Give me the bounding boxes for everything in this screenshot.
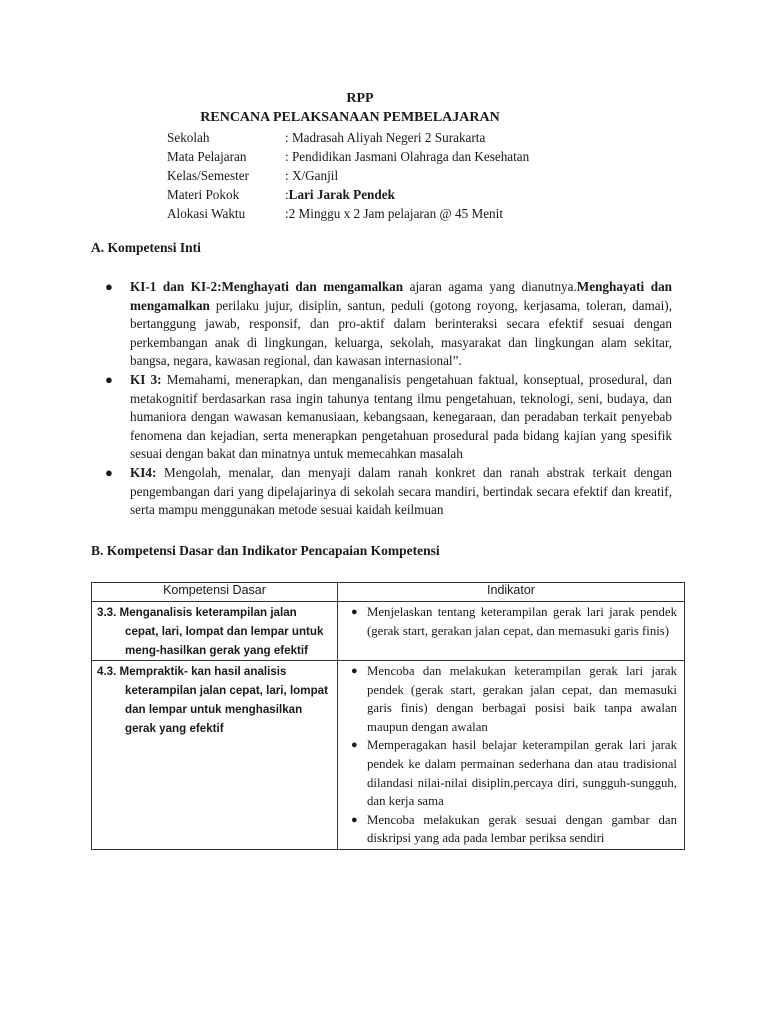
doc-title: RENCANA PELAKSANAAN PEMBELAJARAN: [200, 110, 500, 125]
ki-bold: Menghayati dan mengamalkan: [130, 279, 672, 313]
info-value: :2 Minggu x 2 Jam pelajaran @ 45 Menit: [285, 206, 503, 221]
table-row: [92, 661, 685, 850]
indikator-cell: [338, 602, 685, 661]
table-header-indikator: Indikator: [338, 583, 685, 602]
bullet-icon: ●: [351, 739, 358, 752]
indikator-cell: [338, 661, 685, 850]
table-header-row: [92, 583, 685, 602]
indikator-list: [339, 662, 683, 848]
info-value-prefix: :: [285, 187, 289, 202]
info-value: : Madrasah Aliyah Negeri 2 Surakarta: [285, 130, 486, 145]
ki-text: ajaran agama yang dianutnya.: [403, 279, 577, 294]
info-row-materi-pokok: [167, 185, 529, 204]
identity-block: [167, 128, 529, 223]
table-row: [92, 602, 685, 661]
kd-first-line: 4.3. Mempraktik- kan hasil analisis: [97, 665, 287, 678]
list-item-ki-3: [104, 371, 672, 464]
info-label: Alokasi Waktu: [167, 206, 246, 221]
info-label: Sekolah: [167, 130, 210, 145]
indikator-text: Mencoba dan melakukan keterampilan gerak lari jarak pendek (gerak start, gerakan jalan cepat, dan memasuki garis finis) dengan berbagai posisi baik tanpa awalan maupun dengan awalan: [367, 664, 677, 734]
list-item: [339, 811, 677, 848]
info-row-mata-pelajaran: [167, 147, 529, 166]
list-item: [339, 736, 677, 810]
indikator-text: Mencoba melakukan gerak sesuai dengan gambar dan diskripsi yang ada pada lembar periksa sendiri: [367, 812, 677, 846]
bullet-icon: ●: [105, 464, 113, 480]
indikator-text: Menjelaskan tentang keterampilan gerak lari jarak pendek (gerak start, gerakan jalan cepat, dan memasuki garis finis): [367, 605, 677, 638]
info-label: Kelas/Semester: [167, 168, 250, 183]
ki-lead: KI 3:: [130, 371, 162, 387]
indikator-text: Memperagakan hasil belajar keterampilan gerak lari jarak pendek ke dalam permainan sederhana dan atau tradisional dilandasi nilai-nilai disiplin,percaya diri, sungguh-sungguh, dan kerja sama: [367, 738, 677, 809]
ki-text: perilaku jujur, disiplin, santun, peduli (gotong royong, kerjasama, toleran, damai), bertanggung jawab, responsif, dan pro-aktif dalam berinteraksi secara efektif sesuai dengan perkembangan anak di lingkungan, keluarga, sekolah, masyarakat dan lingkungan alam sekitar, bangsa, negara, kawasan regional, dan kawasan internasional”.: [130, 297, 672, 369]
info-row-sekolah: [167, 128, 529, 147]
table-header-kd: Kompetensi Dasar: [92, 583, 338, 602]
kd-cell: [92, 661, 338, 850]
list-item-ki-1-2: [104, 278, 672, 371]
bullet-icon: ●: [105, 279, 113, 294]
info-row-kelas-semester: [167, 166, 529, 185]
list-item: [339, 603, 677, 640]
ki-bold: Menghayati dan mengamalkan: [221, 279, 404, 294]
kd-first-line: 3.3. Menganalisis keterampilan jalan: [97, 606, 297, 619]
info-value-bold: Lari Jarak Pendek: [288, 187, 395, 202]
doc-heading-rpp: RPP: [346, 91, 374, 106]
info-label: Mata Pelajaran: [167, 149, 247, 164]
kompetensi-inti-list: [104, 278, 672, 520]
kd-rest-lines: cepat, lari, lompat dan lempar untuk meng-hasilkan gerak yang efektif: [125, 625, 324, 657]
info-label: Materi Pokok: [167, 187, 240, 202]
bullet-icon: ●: [351, 813, 358, 826]
ki-lead: KI-1 dan KI-2:: [130, 279, 222, 294]
section-b-title: B. Kompetensi Dasar dan Indikator Pencapaian Kompetensi: [91, 543, 440, 558]
bullet-icon: ●: [351, 606, 358, 618]
info-value: : Pendidikan Jasmani Olahraga dan Kesehatan: [285, 149, 530, 164]
kd-indikator-table: [91, 582, 685, 850]
ki-lead: KI4:: [130, 464, 157, 480]
section-a-title: A. Kompetensi Inti: [91, 240, 201, 255]
bullet-icon: ●: [351, 665, 358, 677]
kd-cell: [92, 602, 338, 661]
info-value: : X/Ganjil: [285, 168, 339, 183]
ki-text: Memahami, menerapkan, dan menganalisis pengetahuan faktual, konseptual, prosedural, dan metakognitif berdasarkan rasa ingin tahunya tentang ilmu pengetahuan, teknologi, seni, budaya, dan humaniora dengan wawasan kemanusiaan, kebangsaan, kenegaraan, dan peradaban terkait penyebab fenomena dan kejadian, serta menerapkan pengetahuan prosedural pada bidang kajian yang spesifik sesuai dengan bakat dan minatnya untuk memecahkan masalah: [130, 371, 673, 462]
info-row-alokasi-waktu: [167, 204, 529, 223]
kd-rest-lines: keterampilan jalan cepat, lari, lompat dan lempar untuk menghasilkan gerak yang efektif: [125, 684, 328, 735]
list-item: [339, 662, 677, 736]
info-value: [285, 185, 395, 204]
indikator-list: [339, 603, 683, 640]
list-item-ki-4: [104, 464, 672, 520]
bullet-icon: ●: [105, 371, 113, 387]
ki-text: Mengolah, menalar, dan menyaji dalam ranah konkret dan ranah abstrak terkait dengan pengembangan dari yang dipelajarinya di sekolah secara mandiri, bertindak secara efektif dan kreatif, serta mampu menggunakan metode sesuai kaidah keilmuan: [130, 464, 672, 518]
